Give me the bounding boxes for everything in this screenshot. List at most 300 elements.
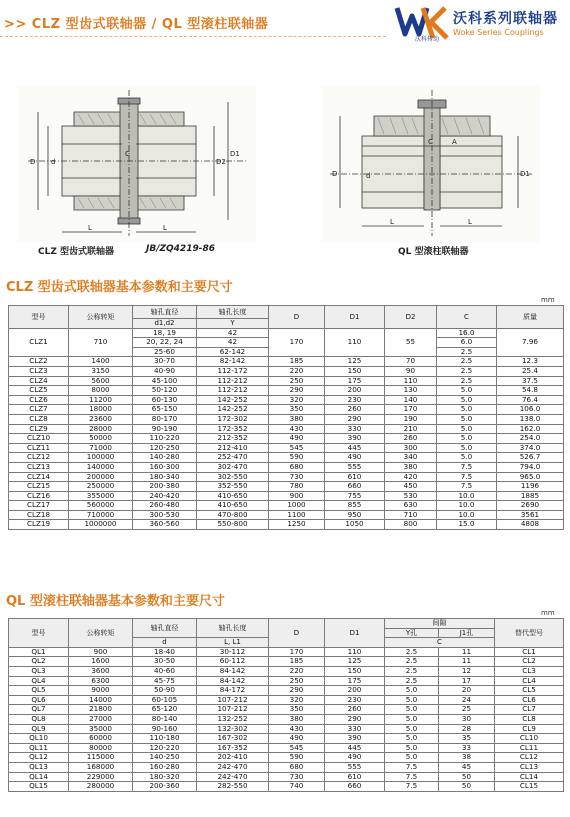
- clz-th-C: C: [437, 306, 497, 329]
- ql-cell: 430: [269, 724, 325, 734]
- clz-cell: 90: [385, 366, 437, 376]
- clz-cell: 1100: [269, 510, 325, 520]
- ql-cell: 30-112: [197, 647, 269, 657]
- ql-cell: 900: [69, 647, 133, 657]
- clz-th-length-sub: Y: [197, 319, 269, 329]
- clz-cell: 11200: [69, 395, 133, 405]
- clz-cell: 260: [325, 405, 385, 415]
- clz-cell: 490: [269, 434, 325, 444]
- clz-cell: 65-150: [133, 405, 197, 415]
- table-row: [9, 686, 564, 696]
- clz-cell: 5.0: [437, 414, 497, 424]
- clz-cell: 50000: [69, 434, 133, 444]
- ql-cell: CL6: [495, 695, 564, 705]
- ql-cell: 5.0: [385, 734, 439, 744]
- clz-cell: 1400: [69, 357, 133, 367]
- ql-cell: 200: [325, 686, 385, 696]
- brand-sub: 沃科传动: [415, 36, 440, 43]
- clz-cell: 200-380: [133, 482, 197, 492]
- clz-cell: 160-300: [133, 462, 197, 472]
- brand-name-cn: 沃科系列联轴器: [453, 11, 558, 27]
- clz-th-torque: 公称转矩: [69, 306, 133, 329]
- clz-cell: 1050: [325, 520, 385, 530]
- ql-cell: 45-75: [133, 676, 197, 686]
- clz-cell: 610: [325, 472, 385, 482]
- clz1-bore-1: 20, 22, 24: [133, 338, 197, 348]
- clz-cell: 23600: [69, 414, 133, 424]
- clz-cell: 290: [269, 386, 325, 396]
- table-row: [9, 434, 564, 444]
- ql-th-bore: 轴孔直径: [133, 619, 197, 638]
- clz-cell: 590: [269, 453, 325, 463]
- ql-cell: 160-280: [133, 762, 197, 772]
- ql-cell: 80-140: [133, 714, 197, 724]
- ql-cell: CL4: [495, 676, 564, 686]
- ql-cell: 65-120: [133, 705, 197, 715]
- clz1-C-0: 16.0: [437, 328, 497, 338]
- ql-cell: 20: [439, 686, 495, 696]
- ql-cell: 5.0: [385, 753, 439, 763]
- clz-cell: 130: [385, 386, 437, 396]
- clz-cell: 680: [269, 462, 325, 472]
- clz-cell: 710000: [69, 510, 133, 520]
- ql-cell: 202-410: [197, 753, 269, 763]
- ql-dim-label-C: C: [428, 138, 433, 146]
- clz-cell: 200: [325, 386, 385, 396]
- clz-cell: 50-120: [133, 386, 197, 396]
- ql-cell: 28: [439, 724, 495, 734]
- table-row: [9, 724, 564, 734]
- ql-cell: CL5: [495, 686, 564, 696]
- table-row: [9, 482, 564, 492]
- clz-cell: 142-252: [197, 405, 269, 415]
- ql-cell: 132-302: [197, 724, 269, 734]
- clz-cell: 410-650: [197, 491, 269, 501]
- clz-cell: 5.0: [437, 386, 497, 396]
- clz-cell: 800: [385, 520, 437, 530]
- ql-cell: 9000: [69, 686, 133, 696]
- ql-cell: 12: [439, 666, 495, 676]
- clz-cell: 5.0: [437, 453, 497, 463]
- clz-cell: CLZ6: [9, 395, 69, 405]
- clz-cell: 10.0: [437, 501, 497, 511]
- clz-cell: 230: [325, 395, 385, 405]
- ql-cell: 5.0: [385, 743, 439, 753]
- clz1-C-2: 2.5: [437, 347, 497, 357]
- ql-cell: 2.5: [385, 647, 439, 657]
- ql-cell: 280000: [69, 782, 133, 792]
- clz-cell: 545: [269, 443, 325, 453]
- clz-cell: 76.4: [497, 395, 564, 405]
- ql-cell: QL6: [9, 695, 69, 705]
- ql-cell: 680: [269, 762, 325, 772]
- clz-cell: 180-340: [133, 472, 197, 482]
- clz-cell: 212-410: [197, 443, 269, 453]
- clz-cell: CLZ12: [9, 453, 69, 463]
- ql-cell: 2.5: [385, 666, 439, 676]
- ql-th-length: 轴孔长度: [197, 619, 269, 638]
- ql-cell: 45: [439, 762, 495, 772]
- ql-spec-table: [8, 618, 564, 792]
- ql-cell: 7.5: [385, 772, 439, 782]
- ql-cell: 5.0: [385, 695, 439, 705]
- ql-cell: 50-90: [133, 686, 197, 696]
- clz-cell: 30-70: [133, 357, 197, 367]
- clz-cell: 71000: [69, 443, 133, 453]
- ql-cell: 60-112: [197, 657, 269, 667]
- table-row: [9, 676, 564, 686]
- ql-drawing-svg: [322, 86, 540, 242]
- ql-cell: QL3: [9, 666, 69, 676]
- clz-cell: 28000: [69, 424, 133, 434]
- clz-cell: 1196: [497, 482, 564, 492]
- table-row: [9, 520, 564, 530]
- clz-cell: 7.5: [437, 462, 497, 472]
- table-row: [9, 743, 564, 753]
- clz-cell: 90-190: [133, 424, 197, 434]
- ql-cell: 330: [325, 724, 385, 734]
- ql-dim-label-L-right: L: [468, 218, 472, 226]
- clz-cell: 730: [269, 472, 325, 482]
- clz-cell: 80-170: [133, 414, 197, 424]
- ql-cell: 30-50: [133, 657, 197, 667]
- clz-cell: 120-250: [133, 443, 197, 453]
- clz1-length-1: 42: [197, 338, 269, 348]
- table-row: [9, 714, 564, 724]
- ql-cell: 180-320: [133, 772, 197, 782]
- dim-label-L-right: L: [163, 224, 167, 232]
- table-row: [9, 762, 564, 772]
- clz-cell: 5.0: [437, 443, 497, 453]
- ql-cell: 84-142: [197, 666, 269, 676]
- clz-cell: 112-212: [197, 376, 269, 386]
- ql-cell: 125: [325, 657, 385, 667]
- clz-cell: 1885: [497, 491, 564, 501]
- table-row: [9, 376, 564, 386]
- ql-cell: 167-352: [197, 743, 269, 753]
- table-row: [9, 395, 564, 405]
- table-row: [9, 501, 564, 511]
- table-row: [9, 386, 564, 396]
- ql-cell: 17: [439, 676, 495, 686]
- clz-cell: 794.0: [497, 462, 564, 472]
- clz-cell: 10.0: [437, 491, 497, 501]
- clz-coupling-drawing: [18, 86, 256, 242]
- ql-cell: 132-252: [197, 714, 269, 724]
- ql-cell: 220: [269, 666, 325, 676]
- ql-th-gap: 间隙: [385, 619, 495, 629]
- table-row: [9, 366, 564, 376]
- ql-cell: 242-470: [197, 762, 269, 772]
- clz-cell: 526.7: [497, 453, 564, 463]
- ql-cell: 38: [439, 753, 495, 763]
- clz-cell: 25.4: [497, 366, 564, 376]
- clz-standard: JB/ZQ4219-86: [146, 244, 215, 254]
- ql-cell: QL11: [9, 743, 69, 753]
- ql-cell: QL14: [9, 772, 69, 782]
- ql-cell: 115000: [69, 753, 133, 763]
- clz-cell: 240-420: [133, 491, 197, 501]
- ql-cell: 80000: [69, 743, 133, 753]
- ql-cell: 545: [269, 743, 325, 753]
- ql-cell: 200-360: [133, 782, 197, 792]
- clz-table-title: CLZ 型齿式联轴器基本参数和主要尺寸: [6, 280, 233, 295]
- ql-cell: CL11: [495, 743, 564, 753]
- clz-cell: 490: [325, 453, 385, 463]
- clz-cell: 260-480: [133, 501, 197, 511]
- ql-table-title: QL 型滚柱联轴器基本参数和主要尺寸: [6, 594, 225, 609]
- clz-th-D: D: [269, 306, 325, 329]
- clz-cell: CLZ14: [9, 472, 69, 482]
- table-row: [9, 772, 564, 782]
- clz-cell: 550-800: [197, 520, 269, 530]
- ql-cell: 14000: [69, 695, 133, 705]
- clz-cell: 420: [385, 472, 437, 482]
- clz-cell: 185: [269, 357, 325, 367]
- clz-cell: 330: [325, 424, 385, 434]
- clz-cell: 660: [325, 482, 385, 492]
- ql-cell: 6300: [69, 676, 133, 686]
- ql-cell: 229000: [69, 772, 133, 782]
- ql-cell: 168000: [69, 762, 133, 772]
- clz1-length-0: 42: [197, 328, 269, 338]
- clz-cell: 5.0: [437, 434, 497, 444]
- ql-dim-label-A: A: [452, 138, 457, 146]
- clz-cell: 780: [269, 482, 325, 492]
- ql-cell: 90-160: [133, 724, 197, 734]
- clz-cell: 5.0: [437, 395, 497, 405]
- clz-cell: 100000: [69, 453, 133, 463]
- clz-th-length: 轴孔长度: [197, 306, 269, 319]
- clz-cell: 212-352: [197, 434, 269, 444]
- clz-cell: CLZ8: [9, 414, 69, 424]
- ql-cell: 11: [439, 647, 495, 657]
- ql-cell: QL2: [9, 657, 69, 667]
- clz-cell: 380: [269, 414, 325, 424]
- clz-cell: 210: [385, 424, 437, 434]
- clz-cell: 755: [325, 491, 385, 501]
- ql-th-D1: D1: [325, 619, 385, 648]
- clz-cell: 360-560: [133, 520, 197, 530]
- ql-cell: QL8: [9, 714, 69, 724]
- ql-cell: 7.5: [385, 762, 439, 772]
- clz-th-D1: D1: [325, 306, 385, 329]
- clz-cell: 3561: [497, 510, 564, 520]
- clz-cell: 630: [385, 501, 437, 511]
- header-divider: [0, 36, 386, 37]
- clz-cell: 290: [325, 414, 385, 424]
- clz-cell: 60-130: [133, 395, 197, 405]
- clz-caption: CLZ 型齿式联轴器: [38, 247, 114, 257]
- ql-th-gap-j: J1孔: [439, 628, 495, 638]
- ql-cell: 84-142: [197, 676, 269, 686]
- ql-cell: 60000: [69, 734, 133, 744]
- ql-cell: 30: [439, 714, 495, 724]
- ql-cell: 5.0: [385, 724, 439, 734]
- clz-cell: 300-530: [133, 510, 197, 520]
- clz-cell: 5.0: [437, 424, 497, 434]
- ql-cell: 35: [439, 734, 495, 744]
- clz-cell: 7.5: [437, 472, 497, 482]
- clz-cell: 254.0: [497, 434, 564, 444]
- clz-cell: 175: [325, 376, 385, 386]
- clz-cell: 54.8: [497, 386, 564, 396]
- brand-logo: [393, 4, 565, 42]
- ql-cell: 2.5: [385, 676, 439, 686]
- clz-cell: 70: [385, 357, 437, 367]
- ql-cell: 740: [269, 782, 325, 792]
- ql-th-gap-c: C: [385, 638, 495, 648]
- ql-cell: CL9: [495, 724, 564, 734]
- ql-cell: 282-550: [197, 782, 269, 792]
- ql-cell: 260: [325, 705, 385, 715]
- ql-cell: 167-302: [197, 734, 269, 744]
- clz-cell: 555: [325, 462, 385, 472]
- clz-cell: 138.0: [497, 414, 564, 424]
- ql-th-bore-sym: d: [133, 638, 197, 648]
- ql-th-gap-y: Y孔: [385, 628, 439, 638]
- clz-cell: CLZ10: [9, 434, 69, 444]
- clz-cell: 125: [325, 357, 385, 367]
- clz-cell: 112-212: [197, 386, 269, 396]
- table-row: [9, 472, 564, 482]
- table-row: [9, 657, 564, 667]
- ql-cell: QL7: [9, 705, 69, 715]
- clz1-D: 170: [269, 328, 325, 357]
- clz-cell: 250: [269, 376, 325, 386]
- ql-cell: 490: [269, 734, 325, 744]
- clz-cell: 106.0: [497, 405, 564, 415]
- ql-cell: CL7: [495, 705, 564, 715]
- clz-cell: 172-302: [197, 414, 269, 424]
- clz-cell: 18000: [69, 405, 133, 415]
- ql-th-alt: 替代型号: [495, 619, 564, 648]
- clz-cell: 10.0: [437, 510, 497, 520]
- clz-cell: 142-252: [197, 395, 269, 405]
- table-row: [9, 453, 564, 463]
- ql-cell: 40-60: [133, 666, 197, 676]
- clz-cell: 112-172: [197, 366, 269, 376]
- clz-cell: 302-550: [197, 472, 269, 482]
- ql-cell: 730: [269, 772, 325, 782]
- ql-th-length-sym: L, L1: [197, 638, 269, 648]
- ql-cell: CL15: [495, 782, 564, 792]
- ql-cell: QL1: [9, 647, 69, 657]
- ql-cell: 445: [325, 743, 385, 753]
- clz-cell: CLZ15: [9, 482, 69, 492]
- clz-cell: 200000: [69, 472, 133, 482]
- clz-cell: 900: [269, 491, 325, 501]
- clz-cell: 172-352: [197, 424, 269, 434]
- clz-cell: 140000: [69, 462, 133, 472]
- ql-cell: 35000: [69, 724, 133, 734]
- clz-cell: 2690: [497, 501, 564, 511]
- table-row: [9, 443, 564, 453]
- ql-coupling-drawing: [322, 86, 540, 242]
- clz-cell: 530: [385, 491, 437, 501]
- ql-cell: 390: [325, 734, 385, 744]
- clz-cell: 340: [385, 453, 437, 463]
- clz-cell: 40-90: [133, 366, 197, 376]
- clz-cell: 380: [385, 462, 437, 472]
- ql-cell: 242-470: [197, 772, 269, 782]
- table-row: [9, 510, 564, 520]
- ql-cell: QL15: [9, 782, 69, 792]
- ql-cell: 2.5: [385, 657, 439, 667]
- ql-cell: QL12: [9, 753, 69, 763]
- ql-cell: QL13: [9, 762, 69, 772]
- clz-th-model: 型号: [9, 306, 69, 329]
- clz1-bore-0: 18, 19: [133, 328, 197, 338]
- clz1-model: CLZ1: [9, 328, 69, 357]
- dim-label-C: C: [125, 150, 130, 158]
- table-row: [9, 695, 564, 705]
- clz-cell: CLZ9: [9, 424, 69, 434]
- clz-cell: 560000: [69, 501, 133, 511]
- clz-cell: 252-470: [197, 453, 269, 463]
- ql-cell: 60-105: [133, 695, 197, 705]
- clz-cell: CLZ5: [9, 386, 69, 396]
- ql-caption: QL 型滚柱联轴器: [398, 247, 469, 257]
- ql-cell: 290: [269, 686, 325, 696]
- clz-cell: 350: [269, 405, 325, 415]
- ql-cell: 660: [325, 782, 385, 792]
- clz-cell: 82-142: [197, 357, 269, 367]
- clz1-C-1: 6.0: [437, 338, 497, 348]
- ql-cell: 150: [325, 666, 385, 676]
- table-row: [9, 753, 564, 763]
- ql-cell: 50: [439, 772, 495, 782]
- clz-cell: 45-100: [133, 376, 197, 386]
- ql-cell: 350: [269, 705, 325, 715]
- ql-cell: QL9: [9, 724, 69, 734]
- clz-cell: CLZ11: [9, 443, 69, 453]
- table-row: [9, 782, 564, 792]
- clz1-torque: 710: [69, 328, 133, 357]
- ql-cell: 230: [325, 695, 385, 705]
- ql-cell: 5.0: [385, 705, 439, 715]
- ql-cell: 140-250: [133, 753, 197, 763]
- clz-cell: 352-550: [197, 482, 269, 492]
- ql-cell: 5.0: [385, 714, 439, 724]
- dim-label-D1: D1: [230, 150, 240, 158]
- ql-dim-label-D: D: [332, 170, 338, 178]
- ql-cell: 175: [325, 676, 385, 686]
- ql-cell: 170: [269, 647, 325, 657]
- ql-cell: 5.0: [385, 686, 439, 696]
- clz-cell: 5600: [69, 376, 133, 386]
- ql-cell: QL4: [9, 676, 69, 686]
- clz-cell: CLZ19: [9, 520, 69, 530]
- clz1-bore-2: 25-60: [133, 347, 197, 357]
- clz-cell: CLZ17: [9, 501, 69, 511]
- table-row: [9, 666, 564, 676]
- clz-th-mass: 质量: [497, 306, 564, 329]
- table-row: [9, 414, 564, 424]
- clz-cell: 374.0: [497, 443, 564, 453]
- ql-cell: 107-212: [197, 705, 269, 715]
- ql-dim-label-D1: D1: [520, 170, 530, 178]
- ql-cell: 18-40: [133, 647, 197, 657]
- clz1-length-2: 62-142: [197, 347, 269, 357]
- ql-cell: 25: [439, 705, 495, 715]
- clz-cell: 430: [269, 424, 325, 434]
- clz-th-D2: D2: [385, 306, 437, 329]
- ql-cell: 110: [325, 647, 385, 657]
- ql-cell: 50: [439, 782, 495, 792]
- clz-cell: 470-800: [197, 510, 269, 520]
- clz-cell: CLZ13: [9, 462, 69, 472]
